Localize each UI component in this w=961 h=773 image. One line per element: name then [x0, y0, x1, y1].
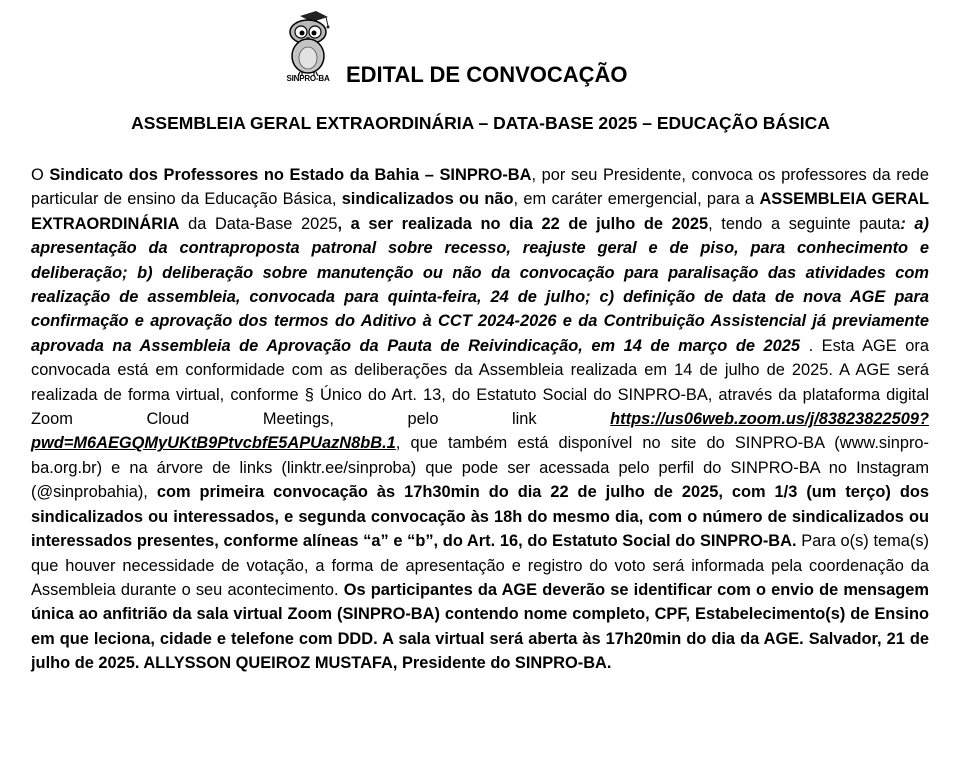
body-text-run: da Data-Base 2025 — [179, 214, 338, 233]
owl-mascot-icon — [276, 10, 340, 76]
page-subtitle: ASSEMBLEIA GERAL EXTRAORDINÁRIA – DATA-BASE 2025 – EDUCAÇÃO BÁSICA — [131, 113, 830, 133]
zoom-meeting-link[interactable]: https://us06web.zoom.us/j/83823822509?pwd=M6AEGQMyUKtB9PtvcbfE5APUazN8bB.1 — [31, 410, 929, 453]
page-title: EDITAL DE CONVOCAÇÃO — [346, 62, 628, 87]
body-text-run: , que também está disponível no site do SINPRO-BA (www.sinpro-ba.org.br) e na árvore de links (linktr.ee/sinproba) que pode ser acessada pelo perfil do SINPRO-BA no Instagram (@sinprobahia), — [31, 434, 929, 502]
body-bold-run: Sindicato dos Professores no Estado da Bahia – SINPRO-BA — [49, 166, 532, 184]
notice-body — [31, 163, 929, 676]
body-text-run: O — [31, 166, 50, 184]
convocation-times: com primeira convocação às 17h30min do dia 22 de julho de 2025, com 1/3 (um terço) dos sindicalizados ou interessados, e segunda convocação às 18h do mesmo dia, com o número de sindicalizados ou interessados presentes, conforme alíneas “a” e “b”, do Art. 16, do Estatuto Social do SINPRO-BA. — [31, 483, 929, 551]
body-text-run: , por seu Presidente, convoca os professores da rede particular de ensino da Educação Básica, — [31, 166, 929, 209]
header — [0, 0, 961, 92]
body-text-run: , em caráter emergencial, para a — [513, 190, 760, 209]
body-bold-run: , a ser realizada no dia 22 de julho de 2025 — [337, 214, 709, 233]
agenda-items — [31, 215, 929, 355]
body-text-run: Para o(s) tema(s) que houver necessidade de votação, a forma de apresentação e registro do voto será informada pela coordenação da Assembleia durante o seu acontecimento. — [31, 532, 929, 599]
body-bold-run: ASSEMBLEIA GERAL EXTRAORDINÁRIA — [31, 190, 929, 233]
sinpro-logo — [276, 10, 340, 86]
body-text-run: . Esta AGE ora convocada está em conformidade com as deliberações da Assembleia realizada em 14 de julho de 2025. A AGE será realizada de forma virtual, conforme § Único do Art. 13, do Estatuto Social do SINPRO-BA, através da plataforma digital Zoom Cloud Meetings, pelo link — [31, 336, 929, 429]
agenda-text: : a) apresentação da contraproposta patronal sobre recesso, reajuste geral e de piso, para conhecimento e deliberação; b) deliberação sobre manutenção ou não da convocação para paralisação das atividades com realização de assembleia, convocada para quinta-feira, 24 de julho; c) definição de data de nova AGE para confirmação e aprovação dos termos do Aditivo à CCT 2024-2026 e da Contribuição Assistencial já previamente aprovada na Assembleia de Aprovação da Pauta de Reivindicação, em 14 de março de 2025 — [31, 214, 929, 355]
logo-text: SINPRO-BA — [286, 74, 330, 83]
participant-instructions: Os participantes da AGE deverão se identificar com o envio de mensagem única ao anfitrião da sala virtual Zoom (SINPRO-BA) contendo nome completo, CPF, Estabelecimento(s) de Ensino em que leciona, cidade e telefone com DDD. A sala virtual será aberta às 17h20min do dia da AGE. Salvador, 21 de julho de 2025. ALLYSSON QUEIROZ MUSTAFA, Presidente do SINPRO-BA. — [31, 580, 929, 673]
body-text-run: , tendo a seguinte pauta — [708, 214, 901, 233]
body-bold-run: sindicalizados ou não — [341, 190, 514, 209]
